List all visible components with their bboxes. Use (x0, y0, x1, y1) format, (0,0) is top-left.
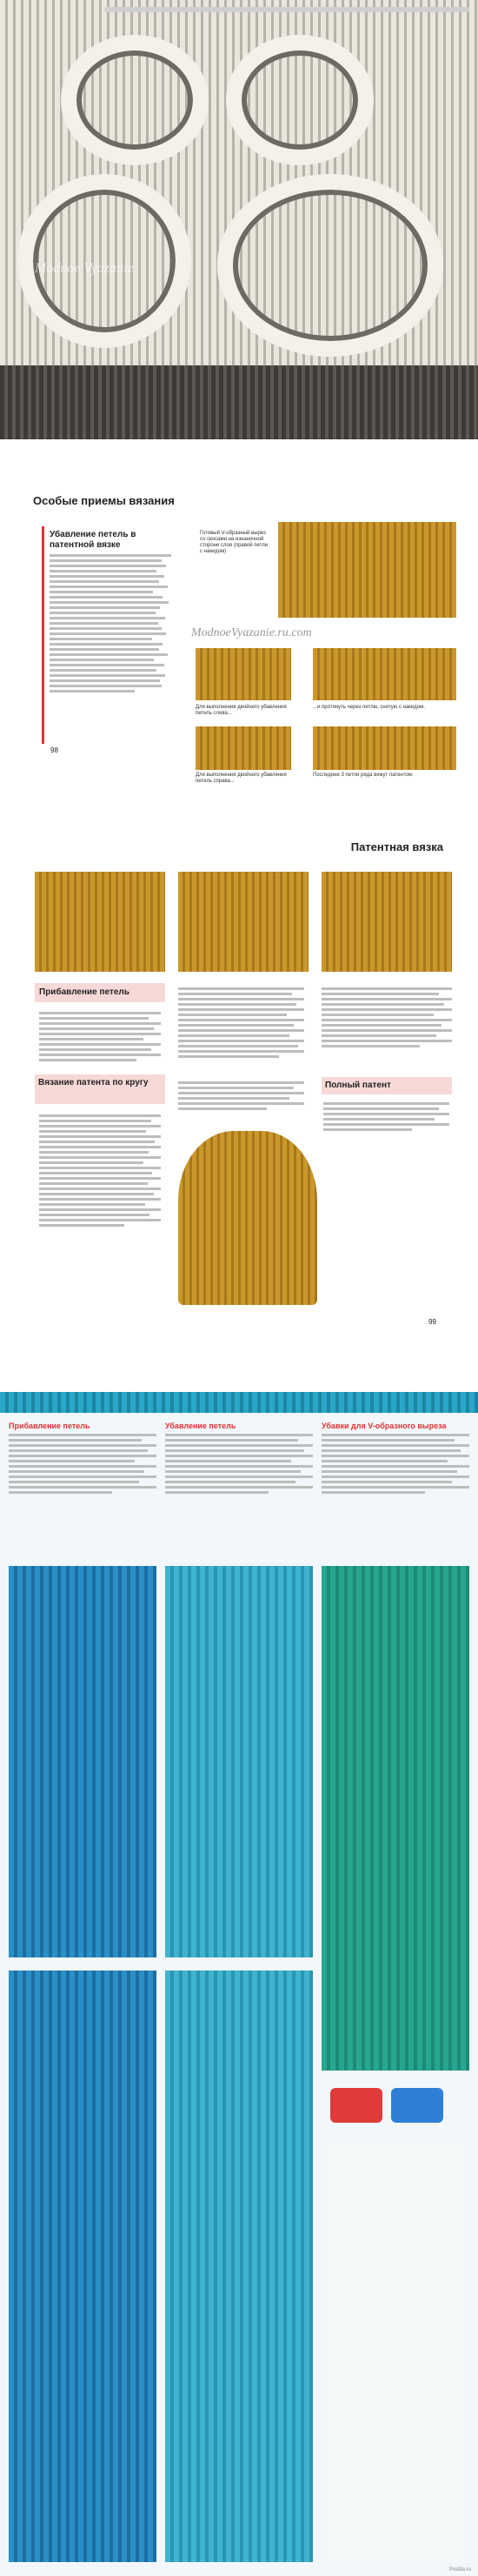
caption: Для выполнения двойного убавления петель слева... (196, 705, 287, 716)
text-block (39, 1009, 161, 1064)
cable-swirl (61, 35, 209, 165)
section-title: Убавление петель в патентной вязке (50, 530, 136, 550)
heading-bar (322, 1077, 452, 1094)
column-decrease (165, 1422, 313, 1496)
knit-hero-photo (0, 0, 478, 439)
heading-round: Вязание патента по кругу (38, 1078, 149, 1087)
swatch-photo (165, 1566, 313, 1957)
swatch-photo (9, 1970, 156, 2562)
page-number: 99 (428, 1318, 436, 1326)
swatch-photo (35, 872, 165, 972)
teal-page (0, 1392, 478, 2576)
step-photo (313, 648, 456, 700)
photo-note: Готовый V-образный вырез со скосами на изнаночной стороне слоя (правой петли с накидом) (200, 531, 269, 554)
text-block (322, 985, 452, 1050)
caption: Последние 3 петли ряда вяжут патентом. (313, 773, 414, 778)
heading-full: Полный патент (325, 1081, 391, 1090)
column-add (9, 1422, 156, 1496)
cable-swirl (217, 174, 443, 357)
footer: Postila.ru (448, 2567, 471, 2573)
dark-knit-band (0, 365, 478, 439)
text-block (178, 985, 304, 1061)
text-column (42, 526, 176, 744)
text-block (39, 1112, 161, 1229)
text-block (323, 1100, 449, 1134)
step-photo (196, 726, 291, 770)
heading-bar (35, 983, 165, 1002)
page-99 (0, 835, 478, 1340)
page-number: 98 (50, 746, 58, 754)
blank-area (322, 2140, 469, 2562)
turtleneck-photo (178, 1131, 317, 1305)
text-block (178, 1079, 304, 1113)
row-counter-icon (391, 2088, 443, 2123)
caption: Для выполнения двойного убавления петель справа... (196, 773, 287, 784)
heading-bar (35, 1074, 165, 1104)
signature: Modnoe Vyazanie (35, 261, 134, 276)
column-title: Прибавление петель (9, 1422, 90, 1430)
column-title: Убавление петель (165, 1422, 236, 1430)
swatch-photo (322, 1566, 469, 2071)
swatch-photo (9, 1566, 156, 1957)
page-98 (0, 487, 478, 800)
column-v-neck (322, 1422, 469, 1496)
step-photo (313, 726, 456, 770)
step-photo (196, 648, 291, 700)
watermark: ModnoeVyazanie.ru.com (191, 626, 312, 639)
needle (104, 7, 469, 12)
teal-knit-band (0, 1392, 478, 1413)
cable-swirl (226, 35, 374, 165)
row-counter-icon (330, 2088, 382, 2123)
running-head: Патентная вязка (350, 840, 443, 853)
swatch-photo (178, 872, 309, 972)
heading-add: Прибавление петель (39, 987, 129, 997)
swatch-photo (165, 1970, 313, 2562)
v-neck-photo (278, 522, 456, 618)
column-title: Убавки для V-образного выреза (322, 1422, 447, 1430)
swatch-photo (322, 872, 452, 972)
running-head: Особые приемы вязания (33, 494, 175, 507)
caption: ...и протянуть через петлю, снятую с накидом. (313, 705, 425, 710)
